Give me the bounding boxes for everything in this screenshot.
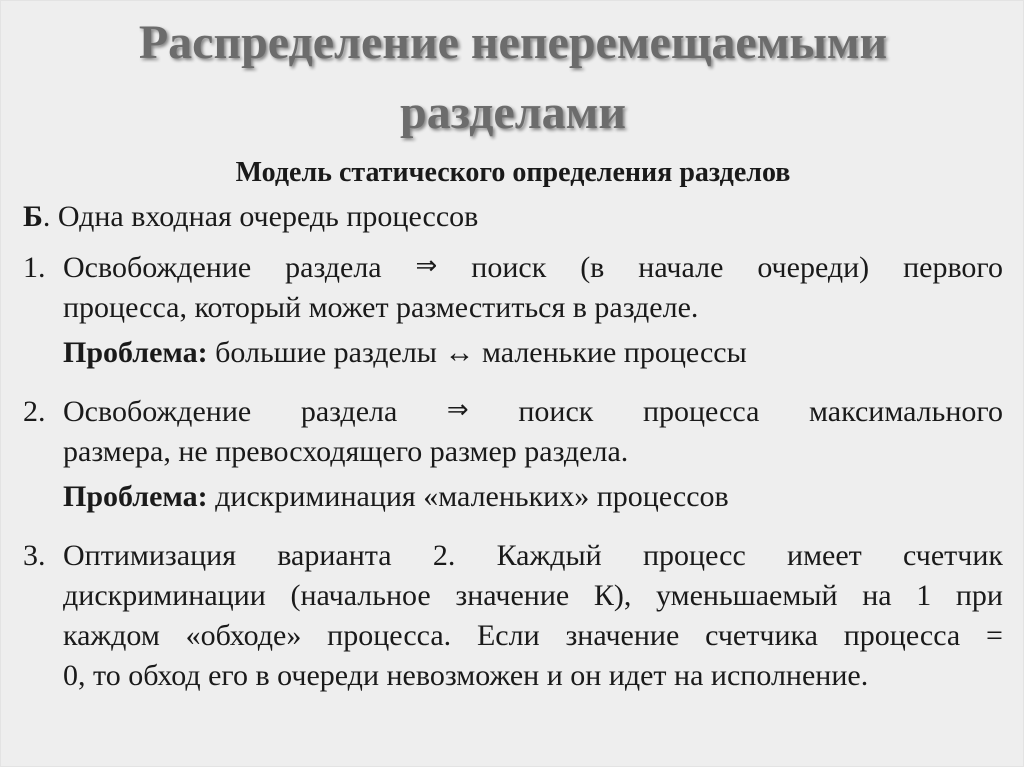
item-3-word: = xyxy=(986,619,1003,652)
item-2-word: максимального xyxy=(809,395,1003,428)
item-3-word: при xyxy=(955,579,1003,612)
item-1-line-2: процесса, который может разместиться в разделе. xyxy=(63,291,699,324)
item-3-word: «обходе» xyxy=(185,619,302,652)
item-3-word: счетчика xyxy=(705,619,818,652)
item-2-line-1 xyxy=(63,397,1003,427)
item-1-problem xyxy=(63,338,747,368)
item-1-line-1 xyxy=(63,253,1003,283)
item-2-line-2: размера, не превосходящего размер раздела. xyxy=(63,435,629,468)
item-3-word: Если xyxy=(476,619,540,652)
item-3-word: процесс xyxy=(642,539,746,572)
item-1-problem-label: Проблема: xyxy=(63,336,208,369)
item-3-number: 3. xyxy=(23,539,46,572)
item-3-word: имеет xyxy=(787,539,862,572)
item-3-word: Оптимизация xyxy=(63,539,236,572)
item-3-word: 1 xyxy=(916,579,932,612)
item-3-word: К), xyxy=(593,579,632,612)
item-3-word: Каждый xyxy=(496,539,602,572)
item-1-problem-text: большие разделы ↔ маленькие процессы xyxy=(207,336,747,369)
implies-arrow-icon: ⇒ xyxy=(446,395,469,425)
item-3-word: процесса. xyxy=(327,619,452,652)
item-3-word: процесса xyxy=(843,619,961,652)
item-3-word: уменьшаемый xyxy=(655,579,838,612)
item-1-word: поиск xyxy=(471,251,547,284)
slide-title-line-1: Распределение неперемещаемыми xyxy=(138,16,888,69)
item-1-word: Освобождение xyxy=(63,251,252,284)
item-3-word: 2. xyxy=(432,539,456,572)
item-1-word: первого xyxy=(903,251,1003,284)
item-2-problem-text: дискриминация «маленьких» процессов xyxy=(207,480,729,513)
item-3-word: счетчик xyxy=(903,539,1003,572)
slide-subtitle: Модель статического определения разделов xyxy=(235,157,791,188)
item-2-word: поиск xyxy=(518,395,594,428)
item-3-line-3 xyxy=(63,621,1003,651)
item-1-word: (в xyxy=(580,251,605,284)
item-2-problem-label: Проблема: xyxy=(63,480,208,513)
item-2-word: раздела xyxy=(300,395,398,428)
slide-title-line-2: разделами xyxy=(400,86,626,139)
implies-arrow-icon: ⇒ xyxy=(415,251,438,281)
item-2-word: Освобождение xyxy=(63,395,252,428)
item-3-word: значение xyxy=(455,579,570,612)
item-3-word: варианта xyxy=(277,539,392,572)
item-3-word: на xyxy=(862,579,892,612)
item-2-word: процесса xyxy=(642,395,760,428)
item-2-problem xyxy=(63,482,729,512)
item-1-word: очереди) xyxy=(757,251,870,284)
section-heading xyxy=(23,202,478,232)
section-heading-text: . Одна входная очередь процессов xyxy=(42,200,479,233)
item-1-word: начале xyxy=(638,251,724,284)
item-3-line-1 xyxy=(63,541,1003,571)
item-3-word: дискриминации xyxy=(63,579,266,612)
item-3-word: каждом xyxy=(63,619,160,652)
item-1-word: раздела xyxy=(285,251,382,284)
item-1-number: 1. xyxy=(23,251,46,284)
item-3-word: значение xyxy=(565,619,680,652)
section-marker: Б xyxy=(23,200,43,233)
item-3-word: (начальное xyxy=(290,579,431,612)
item-2-number: 2. xyxy=(23,395,46,428)
item-3-line-4: 0, то обход его в очереди невозможен и он идет на исполнение. xyxy=(63,659,869,692)
item-3-line-2 xyxy=(63,581,1003,611)
